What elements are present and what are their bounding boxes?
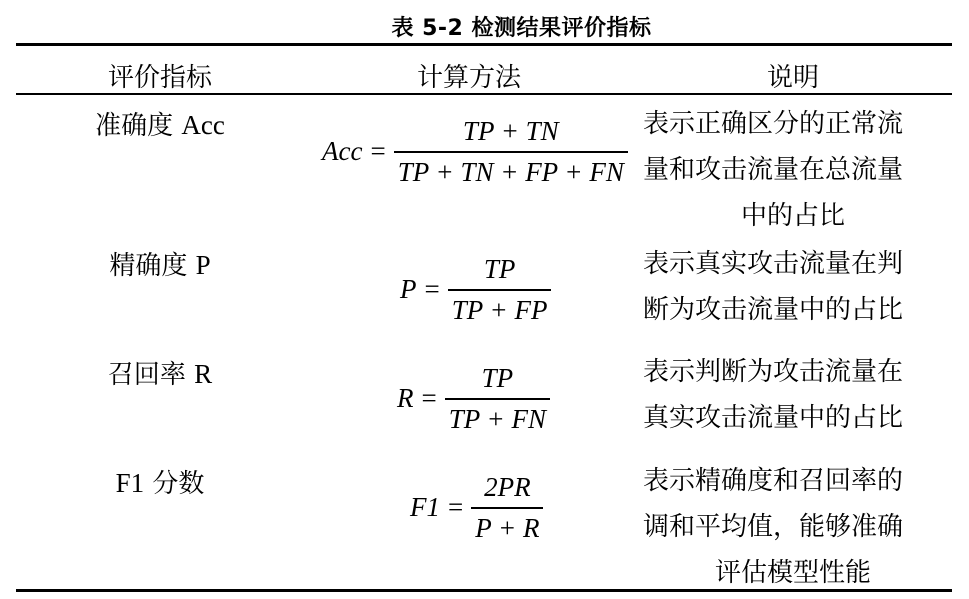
explanation-line: 表示判断为攻击流量在: [643, 357, 904, 387]
formula-denominator: TP + FP: [451, 294, 548, 325]
explanation-line: 断为攻击流量中的占比: [643, 295, 904, 325]
formula-lhs: Acc: [322, 136, 363, 167]
header-metric: 评价指标: [107, 63, 212, 93]
fraction-bar: [471, 507, 543, 509]
header-rule: [16, 93, 952, 95]
explanation-line: 评估模型性能: [714, 558, 871, 588]
explanation-line: 真实攻击流量中的占比: [643, 403, 904, 433]
metric-symbol: P: [195, 250, 211, 280]
fraction-bar: [394, 151, 628, 153]
metric-label: 召回率: [107, 360, 195, 390]
explanation-line: 表示正确区分的正常流: [643, 109, 904, 139]
formula-denominator: TP + FN: [448, 403, 546, 434]
fraction-bar: [445, 398, 550, 400]
formula-numerator: TP: [483, 254, 516, 284]
formula-fraction: [471, 472, 543, 544]
explanation-line: 量和攻击流量在总流量: [643, 155, 904, 185]
formula-numerator: 2PR: [484, 472, 531, 502]
formula-fraction: [445, 363, 550, 435]
table-caption: 表 5-2 检测结果评价指标: [391, 16, 652, 41]
formula-equals: =: [370, 136, 386, 167]
formula-equals: =: [448, 492, 464, 523]
header-method: 计算方法: [416, 63, 521, 93]
formula-lhs: F1: [410, 492, 440, 523]
formula-fraction: [448, 254, 552, 326]
metric-symbol: R: [194, 359, 213, 389]
metric-name-f1: [16, 463, 304, 500]
formula-denominator: TP + TN + FP + FN: [397, 156, 624, 187]
header-explanation: 说明: [766, 63, 819, 93]
fraction-bar: [448, 289, 552, 291]
metric-name-acc: [16, 105, 304, 142]
formula-precision: [400, 254, 551, 326]
explanation-f1: [643, 458, 943, 596]
top-rule: [16, 43, 952, 46]
metric-label: 分数: [144, 469, 205, 499]
explanation-precision: [643, 241, 943, 333]
formula-lhs: R: [397, 383, 414, 414]
formula-numerator: TP: [481, 363, 514, 393]
metric-label: 准确度: [95, 111, 182, 141]
metric-symbol: F1: [115, 468, 145, 498]
explanation-line: 表示精确度和召回率的: [643, 466, 904, 496]
formula-acc: [322, 116, 628, 188]
metric-label: 精确度: [109, 251, 196, 281]
explanation-line: 表示真实攻击流量在判: [643, 249, 904, 279]
explanation-recall: [643, 349, 943, 441]
formula-recall: [397, 363, 550, 435]
formula-numerator: TP + TN: [462, 116, 559, 146]
bottom-rule: [16, 589, 952, 592]
explanation-line: 中的占比: [740, 201, 845, 231]
explanation-acc: [643, 101, 943, 239]
formula-denominator: P + R: [475, 512, 540, 543]
metric-name-precision: [16, 245, 304, 282]
metric-name-recall: [16, 354, 304, 391]
formula-fraction: [394, 116, 628, 188]
formula-f1: [410, 472, 543, 544]
explanation-line: 调和平均值，能够准确: [643, 512, 904, 542]
metric-symbol: Acc: [181, 110, 225, 140]
formula-equals: =: [424, 274, 440, 305]
formula-equals: =: [421, 383, 437, 414]
formula-lhs: P: [400, 274, 417, 305]
